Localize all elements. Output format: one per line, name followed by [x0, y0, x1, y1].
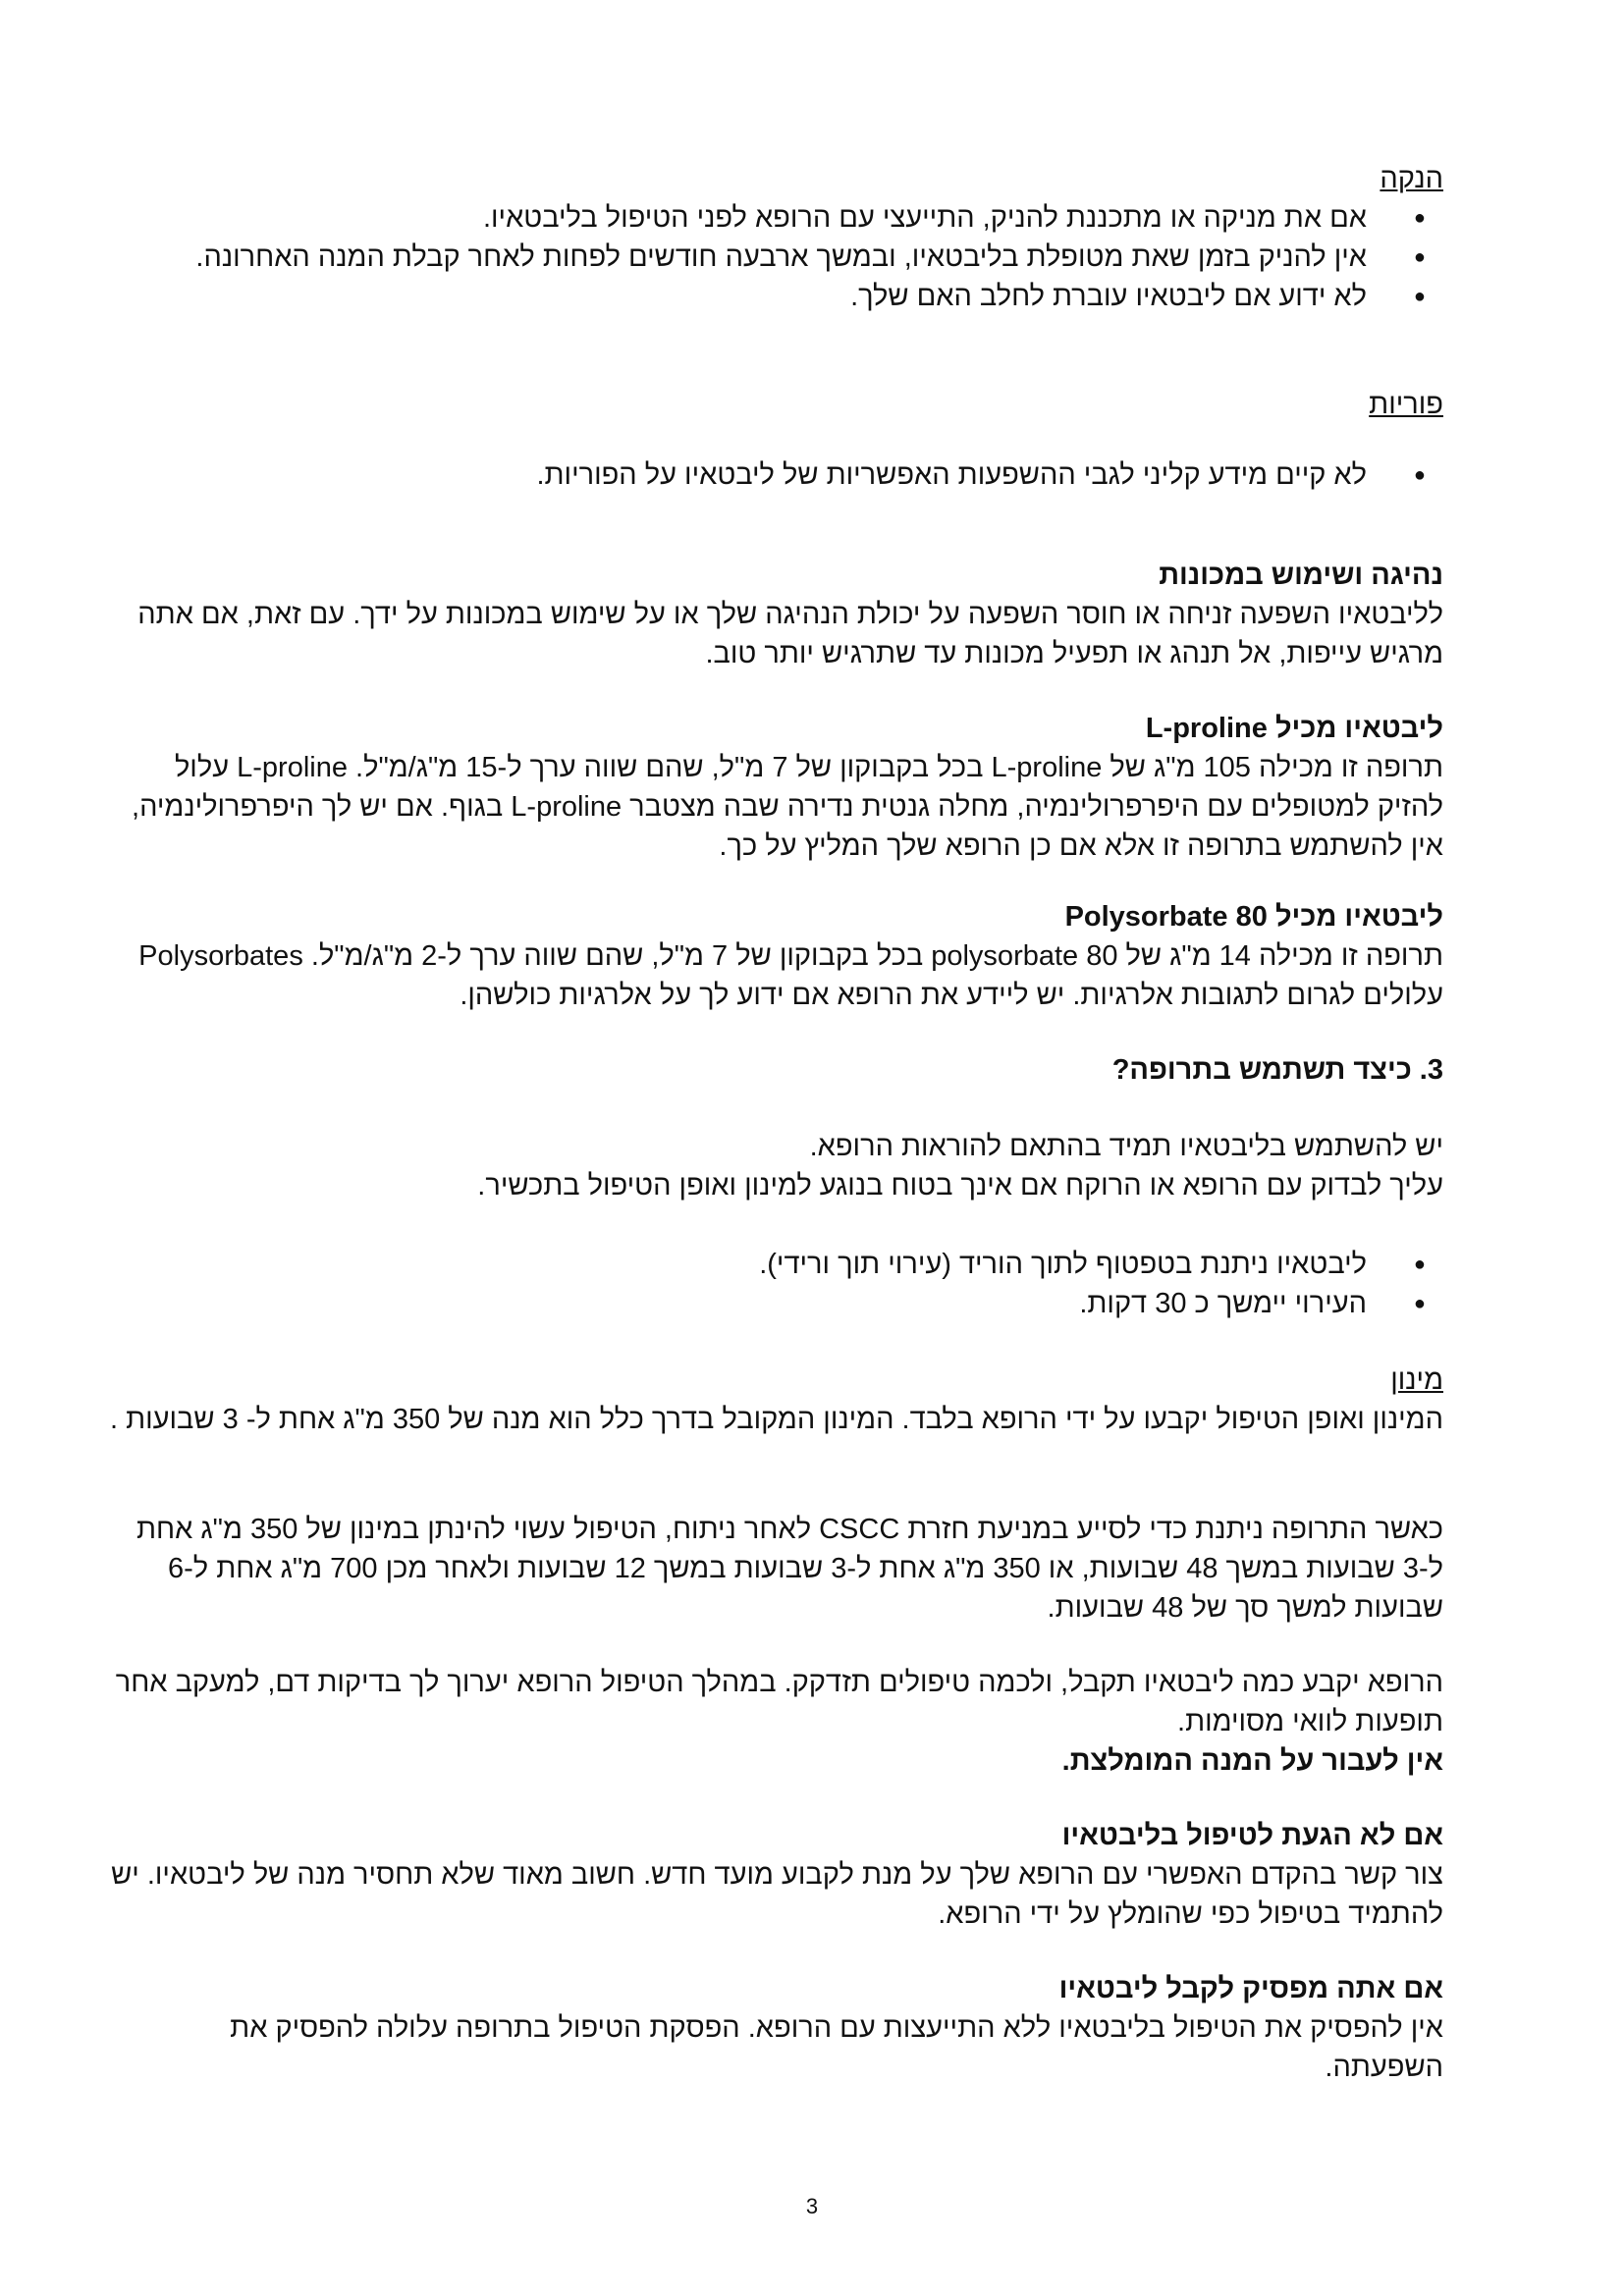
- stopping-section: [108, 1969, 1443, 2087]
- stopping-text: אין להפסיק את הטיפול בליבטאיו ללא התייעצות עם הרופא. הפסקת הטיפול בתרופה עלולה להפסיק את השפעתה.: [230, 2012, 1443, 2083]
- usage-line: עליך לבדוק עם הרופא או הרוקח אם אינך בטוח בנוגע למינון ואופן הטיפול בתכשיר.: [477, 1170, 1443, 1201]
- polysorbate-text: תרופה זו מכילה 14 מ"ג של polysorbate 80 בכל בקבוקון של 7 מ"ל, שהם שווה ערך ל-2 מ"ג/מ"ל. Polysorbates עלולים לגרום לתגובות אלרגיות. יש ליידע את הרופא אם ידוע לך על אלרגיות כולשהן.: [138, 940, 1443, 1011]
- dosage-paragraph: המינון ואופן הטיפול יקבעו על ידי הרופא בלבד. המינון המקובל בדרך כלל הוא מנה של 350 מ"ג אחת ל- 3 שבועות .: [109, 1404, 1443, 1435]
- dosage-paragraph: כאשר התרופה ניתנת כדי לסייע במניעת חזרת CSCC לאחר ניתוח, הטיפול עשוי להינתן במינון של 350 מ"ג אחת ל-3 שבועות במשך 48 שבועות, או 350 מ"ג אחת ל-3 שבועות במשך 12 שבועות ולאחר מכן 700 מ"ג אחת ל-6 שבועות למשך סך של 48 שבועות.: [136, 1514, 1443, 1624]
- dosage-monitoring-block: [108, 1663, 1443, 1781]
- dosage-cscc-block: [108, 1510, 1443, 1628]
- breastfeeding-list: [108, 198, 1443, 316]
- breastfeeding-section: [108, 159, 1443, 316]
- usage-section: [108, 1050, 1443, 1090]
- driving-heading: נהיגה ושימוש במכונות: [1159, 560, 1443, 591]
- fertility-heading: פוריות: [1369, 389, 1443, 420]
- fertility-list-block: [108, 455, 1443, 495]
- list-item: ● ליבטאיו ניתנת בטפטוף לתוך הוריד (עירוי תוך ורידי).: [108, 1245, 1443, 1284]
- stopping-heading: אם אתה מפסיק לקבל ליבטאיו: [1058, 1973, 1443, 2004]
- polysorbate-heading: ליבטאיו מכיל Polysorbate 80: [1064, 901, 1443, 933]
- lproline-text: תרופה זו מכילה 105 מ"ג של L-proline בכל בקבוקון של 7 מ"ל, שהם שווה ערך ל-15 מ"ג/מ"ל. L-proline עלול להזיק למטופלים עם היפרפרולינמיה, מחלה גנטית נדירה שבה מצטבר L-proline בגוף. אם יש לך היפרפרולינמיה, אין להשתמש בתרופה זו אלא אם כן הרופא שלך המליץ על כך.: [132, 752, 1443, 862]
- usage-line: יש להשתמש בליבטאיו תמיד בהתאם להוראות הרופא.: [809, 1131, 1443, 1162]
- lproline-section: [108, 709, 1443, 866]
- breastfeeding-heading: הנקה: [1380, 163, 1443, 194]
- list-item: ● לא קיים מידע קליני לגבי ההשפעות האפשריות של ליבטאיו על הפוריות.: [108, 455, 1443, 495]
- driving-section: [108, 556, 1443, 673]
- usage-heading: 3. כיצד תשתמש בתרופה?: [1111, 1054, 1443, 1086]
- missed-dose-section: [108, 1816, 1443, 1934]
- list-item: ● אם את מניקה או מתכננת להניק, התייעצי עם הרופא לפני הטיפול בליבטאיו.: [108, 198, 1443, 238]
- list-item: ● העירוי יימשך כ 30 דקות.: [108, 1284, 1443, 1323]
- page-number: 3: [805, 2194, 819, 2218]
- dosage-paragraph: הרופא יקבע כמה ליבטאיו תקבל, ולכמה טיפולים תזדקק. במהלך הטיפול הרופא יערוך לך בדיקות דם, למעקב אחר תופעות לוואי מסוימות.: [115, 1667, 1443, 1737]
- list-item: ● אין להניק בזמן שאת מטופלת בליבטאיו, ובמשך ארבעה חודשים לפחות לאחר קבלת המנה האחרונה.: [108, 238, 1443, 277]
- polysorbate-section: [108, 897, 1443, 1015]
- driving-text: לליבטאיו השפעה זניחה או חוסר השפעה על יכולת הנהיגה שלך או על שימוש במכונות על ידך. עם זאת, אם אתה מרגיש עייפות, אל תנהג או תפעיל מכונות עד שתרגיש יותר טוב.: [137, 599, 1443, 669]
- dosage-section: [108, 1361, 1443, 1439]
- usage-list: [108, 1245, 1443, 1323]
- lproline-heading: ליבטאיו מכיל L-proline: [1145, 713, 1443, 744]
- list-item: ● לא ידוע אם ליבטאיו עוברת לחלב האם שלך.: [108, 277, 1443, 316]
- dosage-heading: מינון: [1390, 1364, 1443, 1396]
- fertility-section: [108, 385, 1443, 424]
- missed-dose-heading: אם לא הגעת לטיפול בליבטאיו: [1061, 1820, 1443, 1851]
- usage-intro: [108, 1127, 1443, 1205]
- dosage-warning: אין לעבור על המנה המומלצת.: [1061, 1745, 1443, 1777]
- fertility-list: [108, 455, 1443, 495]
- missed-dose-text: צור קשר בהקדם האפשרי עם הרופא שלך על מנת לקבוע מועד חדש. חשוב מאוד שלא תחסיר מנה של ליבטאיו. יש להתמיד בטיפול כפי שהומלץ על ידי הרופא.: [111, 1859, 1443, 1930]
- usage-list-block: [108, 1245, 1443, 1323]
